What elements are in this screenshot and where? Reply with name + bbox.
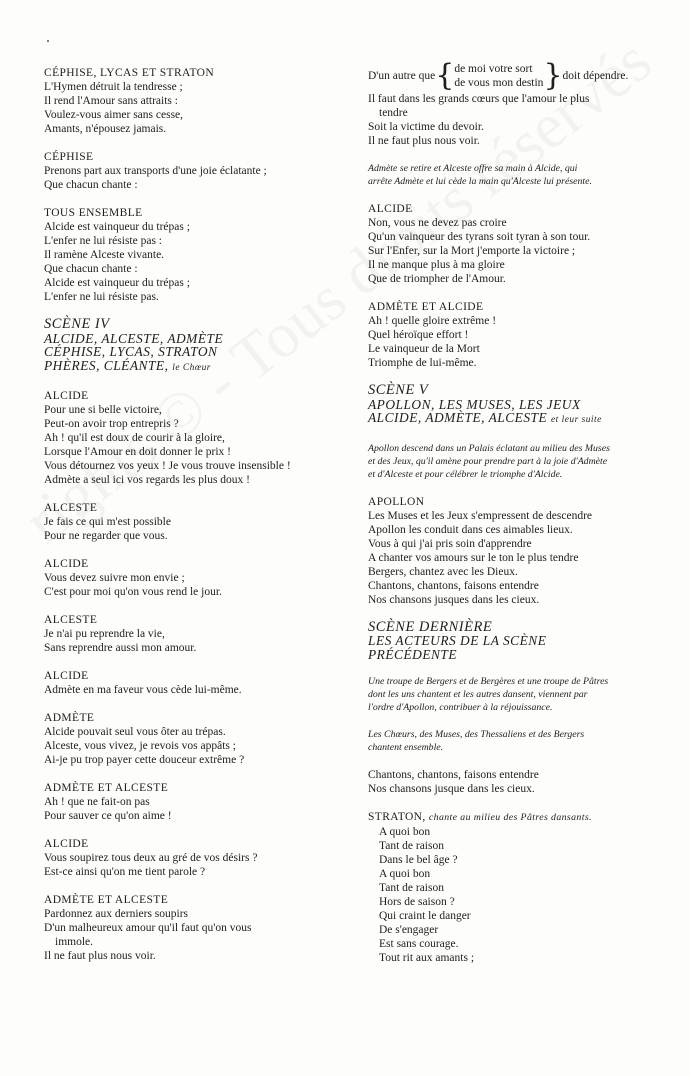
right-brace-icon: }	[543, 58, 563, 93]
scene-characters: PRÉCÉDENTE	[368, 646, 458, 662]
verse-line: Ai-je pu trop payer cette douceur extrême ?	[44, 754, 245, 766]
scene-title: SCÈNE V	[368, 382, 429, 398]
brace-alternatives	[454, 62, 543, 90]
speech-block	[368, 202, 668, 286]
verse-line: Alceste, vous vivez, je revois vos appâts ;	[44, 740, 236, 752]
verse-line: Ah ! quelle gloire extrême !	[368, 315, 497, 327]
stage-line: Apollon descend dans un Palais éclatant au milieu des Muses	[368, 442, 610, 454]
verse-line: Lorsque l'Amour en doit donner le prix !	[44, 446, 231, 458]
verse-line: L'Hymen détruit la tendresse ;	[44, 81, 183, 93]
stage-direction	[368, 162, 668, 188]
speech-block	[44, 837, 344, 879]
speech-block	[368, 495, 668, 607]
speaker-name: APOLLON	[368, 495, 425, 508]
verse-line: Il rend l'Amour sans attraits :	[44, 95, 178, 107]
speech-block	[44, 389, 344, 487]
verse-line: Vous soupirez tous deux au gré de vos désirs ?	[44, 852, 258, 864]
verse-line: Bergers, chantez avec les Dieux.	[368, 565, 518, 578]
verse-line: Je n'ai pu reprendre la vie,	[44, 628, 165, 640]
verse-line: Apollon les conduit dans ces aimables lieux.	[368, 523, 573, 536]
scene-characters	[368, 411, 668, 428]
verse-line: Il ne faut plus nous voir.	[368, 135, 480, 147]
verse-line: Tant de raison	[379, 882, 444, 894]
verse-line: tendre	[379, 107, 408, 119]
speaker-name: TOUS ENSEMBLE	[44, 207, 143, 219]
stage-line: Admète se retire et Alceste offre sa main à Alcide, qui	[368, 163, 578, 174]
verse-line: Hors de saison ?	[379, 896, 455, 908]
left-column	[44, 66, 344, 977]
verse-line: immole.	[55, 936, 94, 948]
inline-stage-direction: chante au milieu des Pâtres dansants.	[428, 812, 592, 823]
verse-line: Dans le bel âge ?	[379, 854, 458, 866]
verse-line: Est sans courage.	[379, 938, 459, 950]
speech-block	[44, 669, 344, 697]
verse-line: Ah ! que ne fait-on pas	[44, 796, 150, 808]
brace-tail: doit dépendre.	[562, 70, 629, 82]
speaker-name: ADMÈTE ET ALCESTE	[44, 894, 169, 906]
speech-block	[44, 711, 344, 767]
speaker-name: ADMÈTE	[44, 712, 95, 724]
speech-block	[44, 501, 344, 543]
speech-block	[44, 150, 344, 192]
verse-line: Je fais ce qui m'est possible	[44, 516, 171, 528]
verse-line: Sur l'Enfer, sur la Mort j'emporte la victoire ;	[368, 245, 576, 257]
verse-line: Alcide est vainqueur du trépas ;	[44, 277, 190, 289]
verse-line: Que chacun chante :	[44, 263, 138, 275]
left-brace-icon: {	[435, 58, 455, 93]
speech-block	[368, 768, 668, 796]
verse-line: Chantons, chantons, faisons entendre	[368, 579, 539, 592]
verse-line: Admète en ma faveur vous cède lui-même.	[44, 684, 242, 696]
speech-block	[44, 893, 344, 963]
stage-line: Les Chœurs, des Muses, des Thessaliens et des Bergers	[368, 729, 585, 740]
verse-line: C'est pour moi qu'on vous rend le jour.	[44, 586, 222, 598]
verse-line: Vous détournez vos yeux ! Je vous trouve insensible !	[44, 460, 291, 472]
ink-speck	[47, 40, 49, 42]
scene-characters	[44, 359, 344, 376]
verse-line: L'enfer ne lui résiste pas.	[44, 291, 159, 303]
verse-line: Que chacun chante :	[44, 179, 138, 191]
verse-line: D'un malheureux amour qu'il faut qu'on vous	[44, 922, 252, 934]
verse-line: Vous devez suivre mon envie ;	[44, 572, 185, 584]
verse-line: Pour sauver ce qu'on aime !	[44, 810, 172, 822]
verse-line: Le vainqueur de la Mort	[368, 343, 480, 355]
stage-direction	[368, 675, 668, 714]
speaker-name: ALCIDE	[44, 558, 89, 570]
speaker-name: CÉPHISE	[44, 151, 94, 163]
brace-lead: D'un autre que	[368, 70, 436, 82]
speech-block	[44, 557, 344, 599]
speaker-name: ALCIDE	[368, 203, 413, 215]
verse-line: Qu'un vainqueur des tyrans soit tyran à son tour.	[368, 231, 591, 243]
speech-block	[368, 92, 668, 148]
speech-block	[44, 781, 344, 823]
verse-line: Vous à qui j'ai pris soin d'apprendre	[368, 537, 532, 550]
brace-verse	[368, 58, 668, 93]
scene-heading	[368, 618, 668, 662]
verse-line: Il ramène Alceste vivante.	[44, 249, 165, 261]
speaker-name: ALCESTE	[44, 502, 98, 514]
verse-line: Les Muses et les Jeux s'empressent de descendre	[368, 509, 593, 522]
verse-line: Il ne manque plus à ma gloire	[368, 259, 505, 271]
chorus-note: et leur suite	[551, 415, 602, 425]
scene-heading	[368, 384, 668, 428]
verse-line: Triomphe de lui-même.	[368, 357, 477, 369]
speech-block	[44, 66, 344, 136]
verse-line: Sans reprendre aussi mon amour.	[44, 642, 197, 654]
chorus-note: le Chœur	[172, 362, 211, 373]
verse-line: Pour ne regarder que vous.	[44, 530, 168, 542]
verse-line: Est-ce ainsi qu'on me tient parole ?	[44, 866, 206, 878]
speaker-name: ALCESTE	[44, 614, 98, 626]
stage-direction	[368, 728, 668, 754]
verse-line: Prenons part aux transports d'une joie éclatante ;	[44, 165, 267, 177]
brace-option: de moi votre sort	[454, 63, 533, 75]
verse-line: Admète a seul ici vos regards les plus doux !	[44, 474, 250, 486]
verse-line: Tant de raison	[379, 840, 444, 852]
speaker-name: ADMÈTE ET ALCESTE	[44, 782, 169, 794]
verse-line: De s'engager	[379, 924, 439, 936]
speaker-line	[368, 810, 668, 825]
verse-line: Pardonnez aux derniers soupirs	[44, 908, 189, 920]
verse-line: Peut-on avoir trop entrepris ?	[44, 418, 179, 430]
speaker-name: ALCIDE	[44, 670, 89, 682]
speaker-name: CÉPHISE, LYCAS ET STRATON	[44, 67, 215, 79]
scene-characters-text: ALCIDE, ADMÈTE, ALCESTE	[368, 410, 548, 425]
verse-line: Alcide pouvait seul vous ôter au trépas.	[44, 726, 226, 738]
verse-line: Pour une si belle victoire,	[44, 404, 162, 416]
verse-line: A quoi bon	[379, 868, 431, 880]
speaker-name: STRATON,	[368, 811, 426, 823]
scene-title: SCÈNE IV	[44, 316, 110, 332]
verse-line: Il faut dans les grands cœurs que l'amour le plus	[368, 93, 590, 105]
stage-line: arrête Admète et lui cède la main qu'Alceste lui présente.	[368, 176, 592, 187]
stage-line: et d'Alceste et pour célébrer le triomphe d'Alcide.	[368, 468, 563, 480]
stage-line: dont les uns chantent et les autres dansent, viennent par	[368, 689, 588, 700]
verse-line: Chantons, chantons, faisons entendre	[368, 769, 539, 781]
verse-line: Voulez-vous aimer sans cesse,	[44, 109, 184, 121]
speaker-name: ALCIDE	[44, 390, 89, 402]
verse-line: Non, vous ne devez pas croire	[368, 217, 507, 229]
verse-line: Nos chansons jusque dans les cieux.	[368, 783, 535, 795]
scene-heading	[44, 318, 344, 375]
verse-line: Que de triompher de l'Amour.	[368, 273, 506, 285]
stage-line: Une troupe de Bergers et de Bergères et une troupe de Pâtres	[368, 676, 609, 687]
scene-title: SCÈNE DERNIÈRE	[368, 618, 493, 635]
verse-line: Alcide est vainqueur du trépas ;	[44, 221, 190, 233]
speaker-name: ADMÈTE ET ALCIDE	[368, 301, 484, 313]
verse-line: Tout rit aux amants ;	[379, 952, 475, 964]
speech-block	[368, 810, 668, 965]
verse-line: Soit la victime du devoir.	[368, 121, 484, 133]
stage-line: et des Jeux, qu'il amène pour prendre part à la joie d'Admète	[368, 455, 608, 467]
scene-characters-text: PHÈRES, CLÉANTE,	[44, 357, 169, 373]
stage-line: l'ordre d'Apollon, contribuer à la réjouissance.	[368, 702, 553, 713]
verse-line: Nos chansons jusques dans les cieux.	[368, 593, 540, 606]
verse-line: Quel héroïque effort !	[368, 329, 469, 341]
stage-line: chantent ensemble.	[368, 742, 444, 753]
speech-block	[44, 206, 344, 304]
stage-direction	[368, 442, 668, 481]
scene-characters: APOLLON, LES MUSES, LES JEUX	[368, 396, 581, 412]
speaker-name: ALCIDE	[44, 838, 89, 850]
speech-block	[368, 300, 668, 370]
verse-line: Amants, n'épousez jamais.	[44, 123, 167, 135]
speech-block	[44, 613, 344, 655]
scene-characters: CÉPHISE, LYCAS, STRATON	[44, 344, 218, 359]
verse-line: Il ne faut plus nous voir.	[44, 950, 156, 962]
verse-line: L'enfer ne lui résiste pas :	[44, 235, 162, 247]
verse-line: Qui craint le danger	[379, 910, 471, 922]
right-column	[368, 58, 668, 979]
scene-characters: ALCIDE, ALCESTE, ADMÈTE	[44, 330, 224, 346]
verse-line: Ah ! qu'il est doux de courir à la gloire,	[44, 432, 225, 444]
verse-line: A quoi bon	[379, 826, 431, 838]
verse-line: A chanter vos amours sur le ton le plus tendre	[368, 551, 579, 564]
brace-option: de vous mon destin	[454, 77, 544, 89]
scene-characters: LES ACTEURS DE LA SCÈNE	[368, 633, 547, 648]
